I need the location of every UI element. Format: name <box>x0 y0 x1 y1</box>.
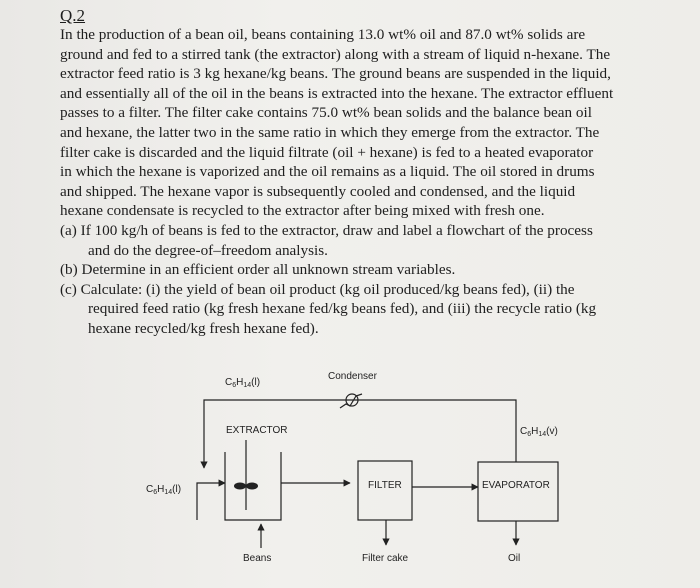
paragraph-line: and hexane, the latter two in the same ratio in which they emerge from the extractor. The <box>60 123 600 141</box>
evaporator-label: EVAPORATOR <box>482 480 550 491</box>
paragraph-line: filter cake is discarded and the liquid filtrate (oil + hexane) is fed to a heated evaporator <box>60 143 594 161</box>
recycle-hexane-label: $C_6H_{14}(l)$ <box>225 377 261 389</box>
paragraph-line: hexane condensate is recycled to the extractor after being mixed with fresh one. <box>60 202 545 220</box>
paragraph-line: extractor feed ratio is 3 kg hexane/kg beans. The ground beans are suspended in the liquid, <box>60 65 611 83</box>
paragraph-line: passes to a filter. The filter cake contains 75.0 wt% bean solids and the balance bean oil <box>60 104 592 122</box>
hexane-vapor-label: $C_6H_{14}(v)$ <box>520 426 558 438</box>
paragraph-line: and shipped. The hexane vapor is subsequently cooled and condensed, and the liquid <box>60 182 576 200</box>
filter-cake-label: Filter cake <box>362 553 409 564</box>
paragraph-line: In the production of a bean oil, beans containing 13.0 wt% oil and 87.0 wt% solids are <box>60 26 586 43</box>
task-c-line: hexane recycled/kg fresh hexane fed). <box>88 319 319 337</box>
paragraph-line: and essentially all of the oil in the beans is extracted into the hexane. The extractor effluent <box>60 84 614 102</box>
fresh-hexane-label: $C_6H_{14}(l)$ <box>146 484 182 496</box>
task-b-line: (b) Determine in an efficient order all unknown stream variables. <box>60 261 456 279</box>
condenser-label: Condenser <box>328 371 377 382</box>
filter-label: FILTER <box>368 480 402 491</box>
extractor-label: EXTRACTOR <box>226 425 288 436</box>
task-c-line: (c) Calculate: (i) the yield of bean oil product (kg oil produced/kg beans fed), (ii) the <box>60 280 575 298</box>
beans-label: Beans <box>243 553 272 564</box>
paragraph-line: ground and fed to a stirred tank (the extractor) along with a stream of liquid n-hexane. The <box>60 45 611 63</box>
task-a-line: and do the degree-of–freedom analysis. <box>88 241 328 259</box>
question-number: Q.2 <box>60 6 86 25</box>
task-a-line: (a) If 100 kg/h of beans is fed to the extractor, draw and label a flowchart of the process <box>60 221 593 239</box>
oil-label: Oil <box>508 553 521 564</box>
task-c-line: required feed ratio (kg fresh hexane fed/kg beans fed), and (iii) the recycle ratio (kg <box>88 300 597 318</box>
paragraph-line: in which the hexane is vaporized and the oil remains as a liquid. The oil stored in drums <box>60 163 595 181</box>
fresh-feed-line <box>197 483 225 520</box>
evaporator-box <box>478 462 558 521</box>
